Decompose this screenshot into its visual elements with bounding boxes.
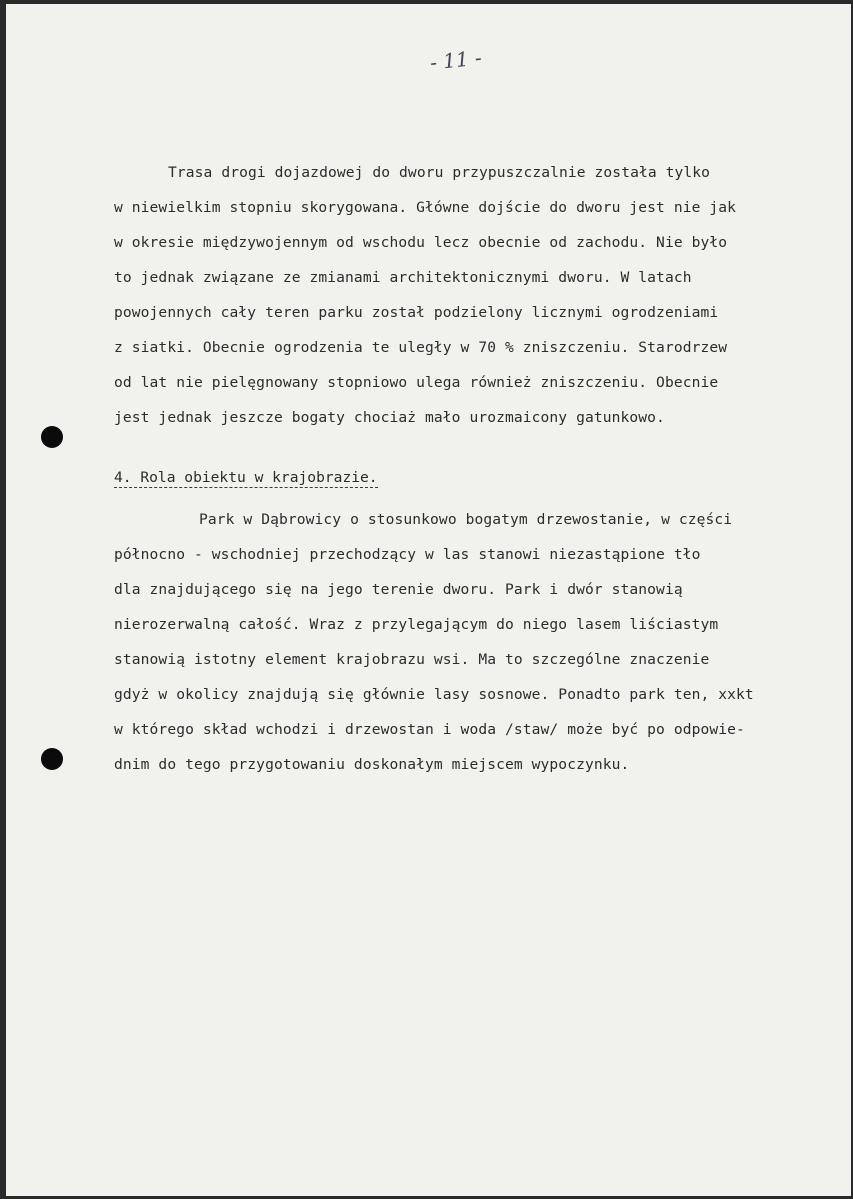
punch-hole (41, 426, 63, 448)
section-heading: 4. Rola obiektu w krajobrazie. (114, 469, 378, 486)
text-line: dnim do tego przygotowaniu doskonałym miejscem wypoczynku. (114, 756, 630, 773)
text-line: jest jednak jeszcze bogaty chociaż mało urozmaicony gatunkowo. (114, 409, 665, 426)
text-line: Park w Dąbrowicy o stosunkowo bogatym drzewostanie, w części (199, 511, 733, 528)
text-line: gdyż w okolicy znajdują się głównie lasy sosnowe. Ponadto park ten, xxkt (114, 686, 754, 703)
page-number: - 11 - (428, 45, 483, 75)
text-line: powojennych cały teren parku został podzielony licznymi ogrodzeniami (114, 304, 719, 321)
text-line: w niewielkim stopniu skorygowana. Główne dojście do dworu jest nie jak (114, 199, 737, 216)
document-page (6, 4, 851, 1196)
text-line: w okresie międzywojennym od wschodu lecz obecnie od zachodu. Nie było (114, 234, 728, 251)
text-line: północno - wschodniej przechodzący w las stanowi niezastąpione tło (114, 546, 701, 563)
text-line: to jednak związane ze zmianami architektonicznymi dworu. W latach (114, 269, 692, 286)
text-line: dla znajdującego się na jego terenie dworu. Park i dwór stanowią (114, 581, 683, 598)
punch-hole (41, 748, 63, 770)
text-line: stanowią istotny element krajobrazu wsi. Ma to szczególne znaczenie (114, 651, 710, 668)
text-line: w którego skład wchodzi i drzewostan i woda /staw/ może być po odpowie- (114, 721, 745, 738)
text-line: od lat nie pielęgnowany stopniowo ulega również zniszczeniu. Obecnie (114, 374, 719, 391)
text-line: nierozerwalną całość. Wraz z przylegającym do niego lasem liściastym (114, 616, 719, 633)
text-line: z siatki. Obecnie ogrodzenia te uległy w 70 % zniszczeniu. Starodrzew (114, 339, 728, 356)
text-line: Trasa drogi dojazdowej do dworu przypuszczalnie została tylko (168, 164, 711, 181)
